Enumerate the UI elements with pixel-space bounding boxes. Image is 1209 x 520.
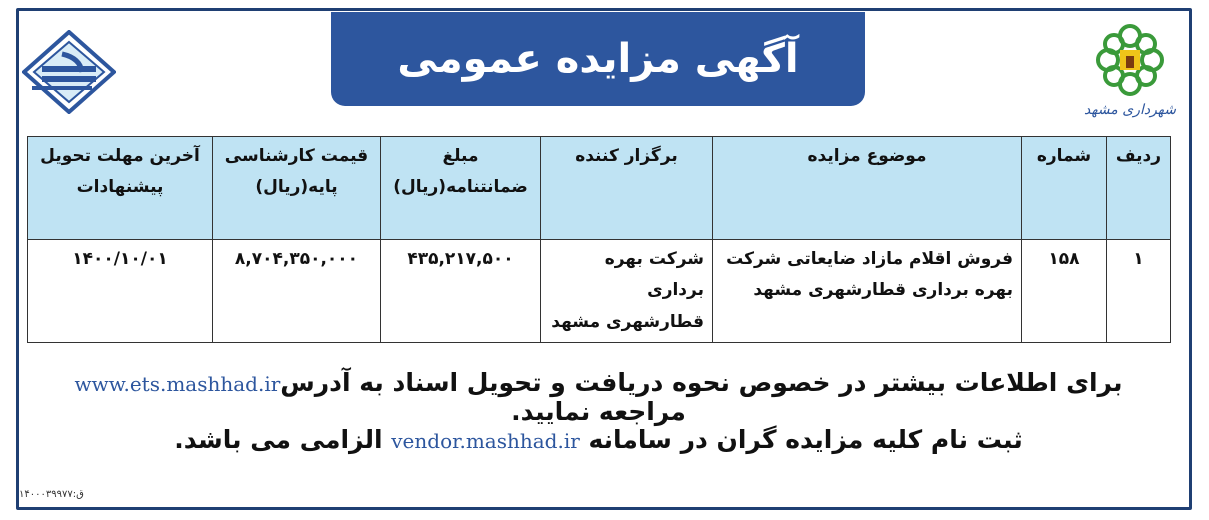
table-header-row	[28, 137, 1171, 240]
rail-company-logo	[22, 30, 116, 114]
cell-base-price: ۸,۷۰۴,۳۵۰,۰۰۰	[213, 240, 381, 343]
auction-table	[27, 136, 1171, 343]
cell-subject: فروش اقلام مازاد ضایعاتی شرکت بهره برداری قطارشهری مشهد	[713, 240, 1022, 343]
header-deadline: آخرین مهلت تحویل پیشنهادات	[28, 137, 213, 240]
title-banner	[331, 12, 865, 106]
info-line-ets	[27, 368, 1170, 426]
info-text: ثبت نام کلیه مزایده گران در سامانه	[579, 425, 1023, 454]
header-guarantee: مبلغ ضمانتنامه(ریال)	[381, 137, 541, 240]
info-line-vendor	[27, 425, 1170, 454]
header-number: شماره	[1022, 137, 1107, 240]
cell-row-no: ۱	[1107, 240, 1171, 343]
table-row	[28, 240, 1171, 343]
header-base-price: قیمت کارشناسی پایه(ریال)	[213, 137, 381, 240]
page-title: آگهی مزایده عمومی	[397, 36, 799, 82]
info-text: مراجعه نمایید.	[511, 397, 686, 426]
reference-code: ق:۱۴۰۰۰۳۹۹۷۷	[19, 489, 84, 500]
municipality-caption: شهرداری مشهد	[1084, 102, 1176, 118]
ets-link[interactable]: www.ets.mashhad.ir	[74, 372, 281, 396]
vendor-link[interactable]: vendor.mashhad.ir	[391, 429, 580, 453]
header-row-no: ردیف	[1107, 137, 1171, 240]
header-organizer: برگزار کننده	[541, 137, 713, 240]
municipality-logo	[1082, 18, 1178, 124]
header-subject: موضوع مزایده	[713, 137, 1022, 240]
info-text: برای اطلاعات بیشتر در خصوص نحوه دریافت و تحویل اسناد به آدرس	[280, 368, 1123, 397]
info-text: الزامی می باشد.	[174, 425, 392, 454]
cell-number: ۱۵۸	[1022, 240, 1107, 343]
cell-deadline: ۱۴۰۰/۱۰/۰۱	[28, 240, 213, 343]
cell-guarantee: ۴۳۵,۲۱۷,۵۰۰	[381, 240, 541, 343]
cell-organizer: شرکت بهره برداری قطارشهری مشهد	[541, 240, 713, 343]
